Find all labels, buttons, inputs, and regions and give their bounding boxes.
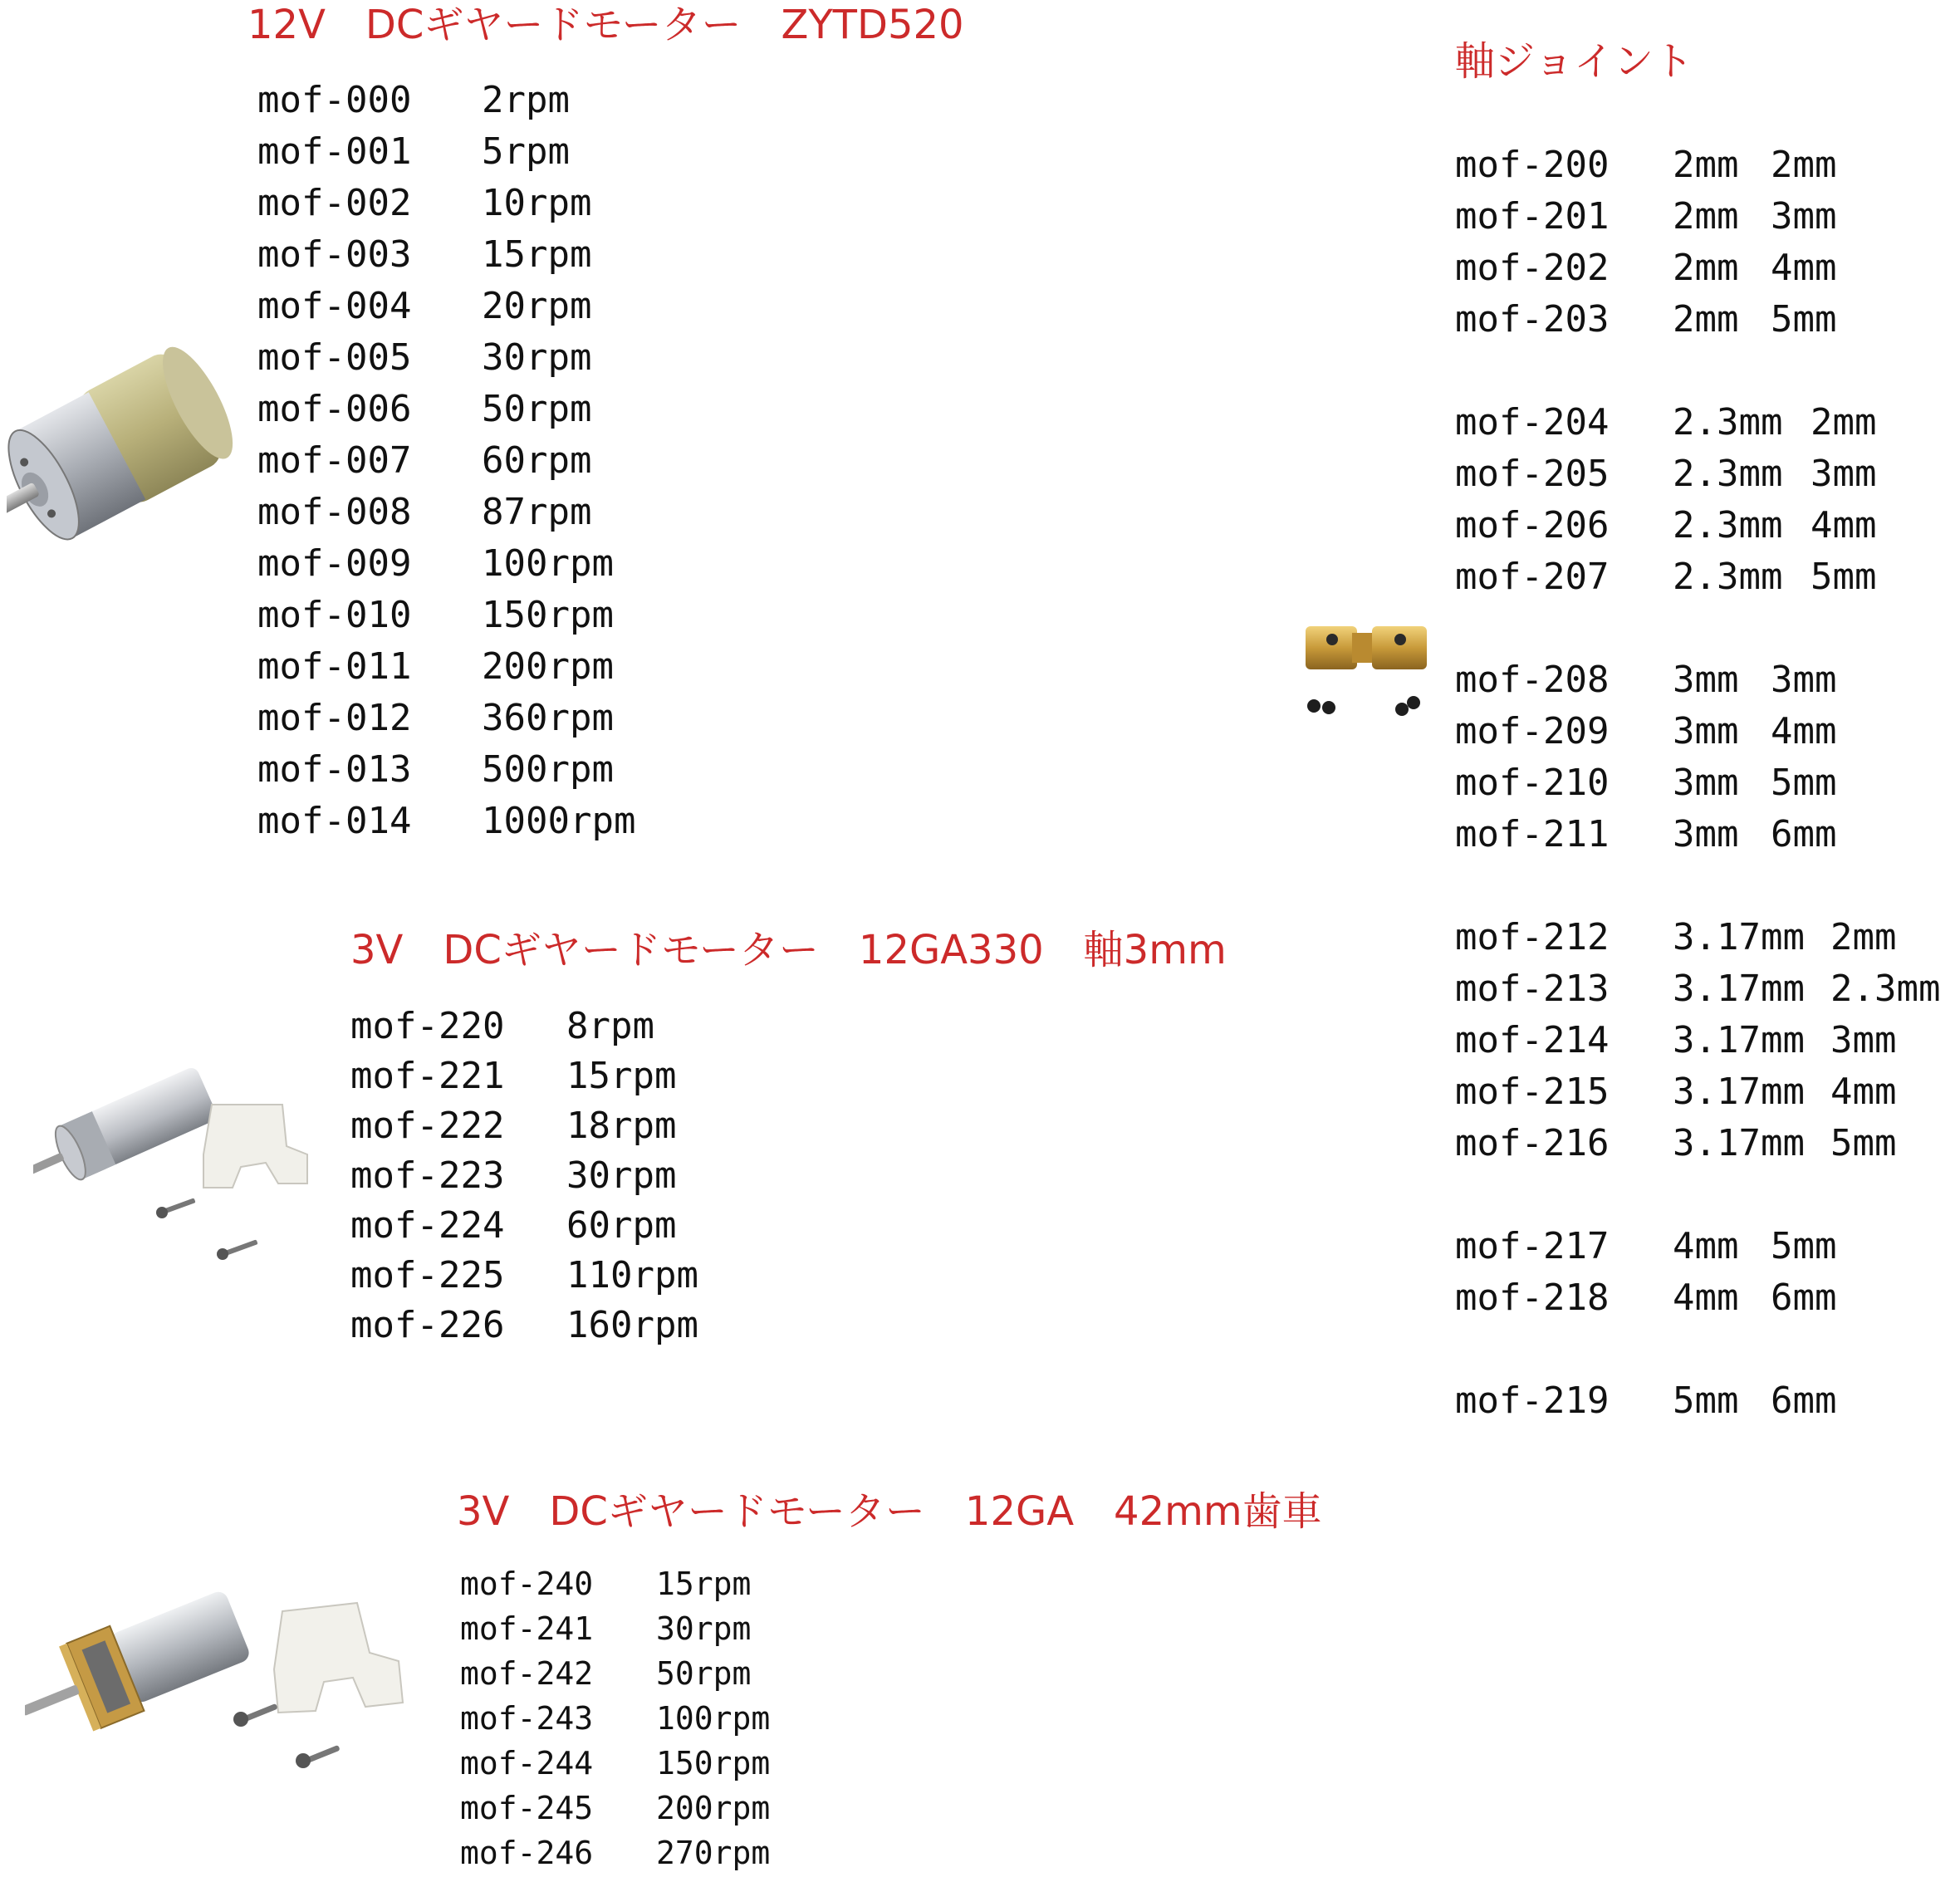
product-code: mof-244 [460, 1745, 594, 1781]
product-code: mof-212 [1455, 916, 1610, 958]
product-code: mof-002 [257, 182, 412, 224]
joint-bore-a: 3mm [1673, 710, 1739, 752]
product-code: mof-005 [257, 336, 412, 379]
product-speed: 18rpm [566, 1105, 677, 1147]
product-speed: 2rpm [482, 79, 570, 121]
product-speed: 30rpm [566, 1154, 677, 1197]
coupling-image [1296, 615, 1445, 739]
product-code: mof-201 [1455, 195, 1610, 238]
product-code: mof-211 [1455, 813, 1610, 855]
product-speed: 15rpm [656, 1566, 752, 1602]
product-code: mof-208 [1455, 659, 1610, 701]
product-speed: 87rpm [482, 491, 592, 533]
joint-bore-a: 3.17mm [1673, 916, 1805, 958]
joint-bore-a: 4mm [1673, 1225, 1739, 1267]
product-speed: 15rpm [566, 1055, 677, 1097]
product-code: mof-245 [460, 1790, 594, 1826]
product-list-3v-motor-12ga-gear [460, 1561, 859, 1877]
joint-bore-a: 3mm [1673, 813, 1739, 855]
product-code: mof-206 [1455, 504, 1610, 546]
joint-bore-a: 2.3mm [1673, 453, 1783, 495]
joint-bore-a: 2.3mm [1673, 401, 1783, 444]
product-code: mof-008 [257, 491, 412, 533]
product-code: mof-003 [257, 233, 412, 276]
product-speed: 50rpm [656, 1655, 752, 1692]
product-code: mof-246 [460, 1835, 594, 1871]
product-code: mof-217 [1455, 1225, 1610, 1267]
joint-bore-a: 2.3mm [1673, 556, 1783, 598]
product-speed: 110rpm [566, 1254, 698, 1296]
product-code: mof-014 [257, 800, 412, 842]
product-code: mof-010 [257, 594, 412, 636]
joint-bore-a: 3.17mm [1673, 1071, 1805, 1113]
product-code: mof-207 [1455, 556, 1610, 598]
joint-bore-b: 2mm [1771, 144, 1837, 186]
product-speed: 60rpm [566, 1204, 677, 1247]
photo-12ga-gear-motor [25, 1578, 440, 1802]
product-speed: 360rpm [482, 697, 614, 739]
joint-bore-b: 6mm [1771, 1277, 1837, 1319]
product-code: mof-013 [257, 748, 412, 791]
product-code: mof-243 [460, 1700, 594, 1737]
product-speed: 270rpm [656, 1835, 771, 1871]
joint-bore-a: 5mm [1673, 1380, 1739, 1422]
gear-motor-image [7, 324, 239, 590]
product-speed: 160rpm [566, 1304, 698, 1346]
product-code: mof-224 [350, 1204, 505, 1247]
product-speed: 150rpm [482, 594, 614, 636]
product-code: mof-215 [1455, 1071, 1610, 1113]
product-code: mof-210 [1455, 762, 1610, 804]
product-speed: 50rpm [482, 388, 592, 430]
product-code: mof-001 [257, 130, 412, 173]
product-speed: 200rpm [656, 1790, 771, 1826]
product-code: mof-012 [257, 697, 412, 739]
product-speed: 100rpm [656, 1700, 771, 1737]
joint-bore-a: 2mm [1673, 298, 1739, 341]
joint-bore-a: 2mm [1673, 247, 1739, 289]
product-speed: 100rpm [482, 542, 614, 585]
product-speed: 10rpm [482, 182, 592, 224]
joint-bore-b: 3mm [1811, 453, 1877, 495]
joint-bore-b: 4mm [1830, 1071, 1897, 1113]
product-code: mof-225 [350, 1254, 505, 1296]
product-speed: 30rpm [656, 1610, 752, 1647]
joint-bore-a: 2.3mm [1673, 504, 1783, 546]
joint-bore-b: 2mm [1811, 401, 1877, 444]
product-code: mof-004 [257, 285, 412, 327]
joint-bore-a: 2mm [1673, 195, 1739, 238]
gearbox-motor-image [25, 1578, 440, 1802]
product-speed: 1000rpm [482, 800, 636, 842]
joint-bore-b: 3mm [1771, 195, 1837, 238]
joint-bore-b: 4mm [1811, 504, 1877, 546]
joint-bore-b: 6mm [1771, 1380, 1837, 1422]
product-code: mof-219 [1455, 1380, 1610, 1422]
section-title-3v-motor-12ga-gear: 3V DCギヤードモーター 12GA 42mm歯車 [457, 1488, 1322, 1535]
product-code: mof-204 [1455, 401, 1610, 444]
product-speed: 200rpm [482, 645, 614, 688]
product-code: mof-221 [350, 1055, 505, 1097]
product-code: mof-241 [460, 1610, 594, 1647]
section-title-shaft-joint: 軸ジョイント [1455, 38, 1694, 85]
product-code: mof-009 [257, 542, 412, 585]
section-title-12v-motor: 12V DCギヤードモーター ZYTD520 [247, 2, 964, 48]
joint-bore-b: 6mm [1771, 813, 1837, 855]
product-code: mof-000 [257, 79, 412, 121]
product-code: mof-240 [460, 1566, 594, 1602]
joint-bore-b: 5mm [1771, 1225, 1837, 1267]
product-code: mof-223 [350, 1154, 505, 1197]
product-speed: 500rpm [482, 748, 614, 791]
joint-bore-b: 3mm [1771, 659, 1837, 701]
product-list-shaft-joint [1455, 140, 1953, 1435]
product-code: mof-006 [257, 388, 412, 430]
joint-bore-a: 4mm [1673, 1277, 1739, 1319]
photo-12v-gear-motor [7, 324, 239, 590]
photo-brass-shaft-coupling [1296, 615, 1445, 739]
product-code: mof-216 [1455, 1122, 1610, 1164]
product-code: mof-242 [460, 1655, 594, 1692]
product-code: mof-011 [257, 645, 412, 688]
joint-bore-b: 5mm [1771, 298, 1837, 341]
product-speed: 60rpm [482, 439, 592, 482]
product-code: mof-007 [257, 439, 412, 482]
product-code: mof-214 [1455, 1019, 1610, 1061]
product-code: mof-200 [1455, 144, 1610, 186]
product-speed: 30rpm [482, 336, 592, 379]
product-speed: 15rpm [482, 233, 592, 276]
section-title-3v-motor-12ga330: 3V DCギヤードモーター 12GA330 軸3mm [350, 927, 1227, 973]
joint-bore-b: 2mm [1830, 916, 1897, 958]
product-code: mof-202 [1455, 247, 1610, 289]
joint-bore-b: 4mm [1771, 247, 1837, 289]
product-list-3v-motor-12ga330 [350, 1002, 782, 1359]
joint-bore-b: 5mm [1830, 1122, 1897, 1164]
product-list-12v-motor [257, 75, 723, 855]
joint-bore-a: 2mm [1673, 144, 1739, 186]
product-code: mof-205 [1455, 453, 1610, 495]
product-code: mof-209 [1455, 710, 1610, 752]
joint-bore-a: 3mm [1673, 659, 1739, 701]
product-code: mof-203 [1455, 298, 1610, 341]
product-speed: 20rpm [482, 285, 592, 327]
joint-bore-b: 2.3mm [1830, 968, 1941, 1010]
joint-bore-b: 5mm [1811, 556, 1877, 598]
joint-bore-a: 3.17mm [1673, 1122, 1805, 1164]
joint-bore-b: 3mm [1830, 1019, 1897, 1061]
joint-bore-b: 4mm [1771, 710, 1837, 752]
joint-bore-b: 5mm [1771, 762, 1837, 804]
product-speed: 150rpm [656, 1745, 771, 1781]
joint-bore-a: 3mm [1673, 762, 1739, 804]
joint-bore-a: 3.17mm [1673, 1019, 1805, 1061]
product-speed: 8rpm [566, 1005, 654, 1047]
joint-bore-a: 3.17mm [1673, 968, 1805, 1010]
small-motor-image [33, 1046, 341, 1287]
product-code: mof-222 [350, 1105, 505, 1147]
product-speed: 5rpm [482, 130, 570, 173]
product-code: mof-220 [350, 1005, 505, 1047]
product-code: mof-226 [350, 1304, 505, 1346]
photo-12ga330-motor [33, 1046, 341, 1287]
product-code: mof-213 [1455, 968, 1610, 1010]
product-code: mof-218 [1455, 1277, 1610, 1319]
